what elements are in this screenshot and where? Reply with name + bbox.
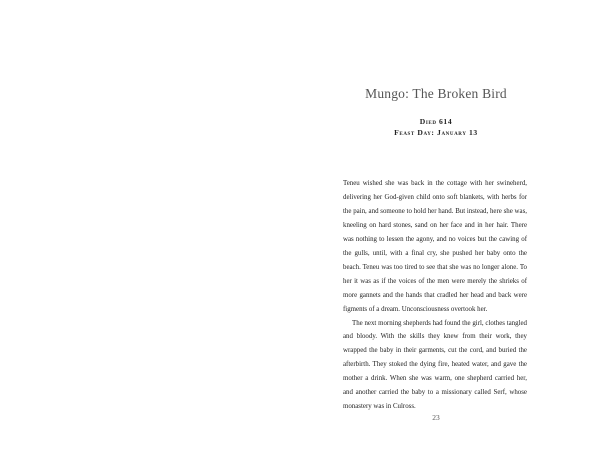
feast-day: Feast Day: January 13 [394, 128, 478, 137]
chapter-body [343, 177, 527, 414]
chapter-title: Mungo: The Broken Bird [365, 86, 507, 101]
chapter-meta [336, 116, 536, 138]
paragraph-1: Teneu wished she was back in the cottage with her swineherd, delivering her God-given child onto soft blankets, with herbs for the pain, and someone to hold her hand. But instead, here she was, kneeling on hard stones, sand on her face and in her hair. There was nothing to lessen the agony, and no voices but the cawing of the gulls, until, with a final cry, she pushed her baby onto the beach. Teneu was too tired to see that she was no longer alone. To her it was as if the voices of the men were merely the shrieks of more gannets and the hands that cradled her head and back were figments of a dream. Unconsciousness overtook her. [343, 180, 527, 313]
paragraph-2: The next morning shepherds had found the girl, clothes tangled and bloody. With the skills they knew from their work, they wrapped the baby in their garments, cut the cord, and buried the afterbirth. They stoked the dying fire, heated water, and gave the mother a drink. When she was warm, one shepherd carried her, and another carried the baby to a missionary called Serf, whose monastery was in Culross. [343, 319, 527, 411]
death-year: Died 614 [419, 117, 453, 126]
page-number: 23 [432, 413, 440, 422]
